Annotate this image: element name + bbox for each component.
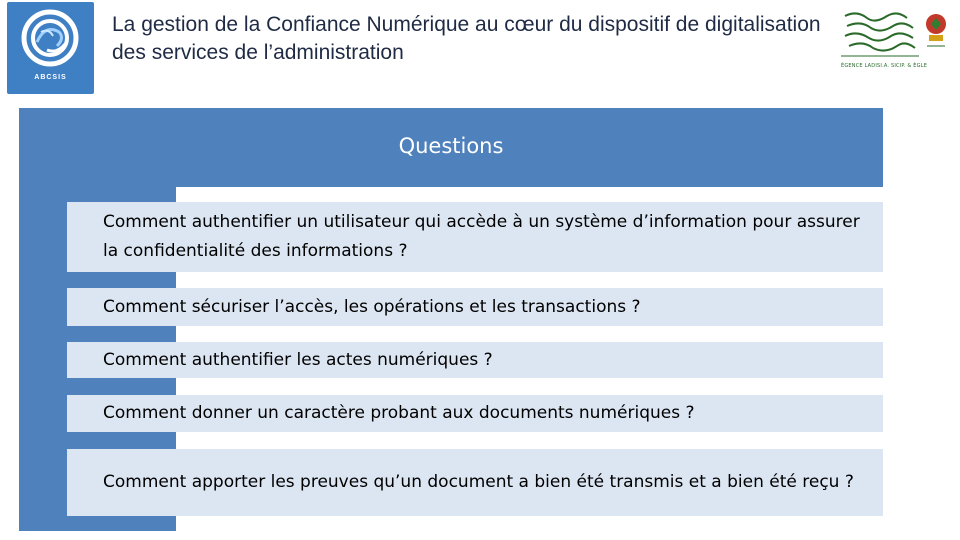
- council-logo: [837, 6, 955, 74]
- page-title: La gestion de la Confiance Numérique au cœur du dispositif de digitalisation des services de l’administration: [112, 13, 821, 64]
- panel-title: Questions: [398, 134, 504, 158]
- question-text: Comment sécuriser l’accès, les opérations et les transactions ?: [103, 296, 641, 317]
- agency-logo: [7, 2, 94, 94]
- question-text: Comment apporter les preuves qu’un document a bien été transmis et a bien été reçu ?: [103, 472, 854, 492]
- question-text: Comment authentifier les actes numériques ?: [103, 349, 493, 370]
- question-text: Comment authentifier un utilisateur qui accède à un système d’information pour assurer la confidentialité des informations ?: [103, 212, 860, 261]
- question-item: [67, 288, 883, 326]
- question-item: [67, 395, 883, 432]
- question-text: Comment donner un caractère probant aux documents numériques ?: [103, 403, 695, 423]
- question-item: [67, 449, 883, 516]
- council-logo-caption: ÉGENCE LADISI.A. SICIP. & ÈGLE: [841, 63, 928, 69]
- question-item: [67, 202, 883, 272]
- agency-logo-caption: ABCSIS: [34, 74, 67, 81]
- swirl-emblem-icon: [7, 2, 94, 74]
- question-item: [67, 342, 883, 378]
- arabic-calligraphy-emblem-icon: [837, 6, 955, 64]
